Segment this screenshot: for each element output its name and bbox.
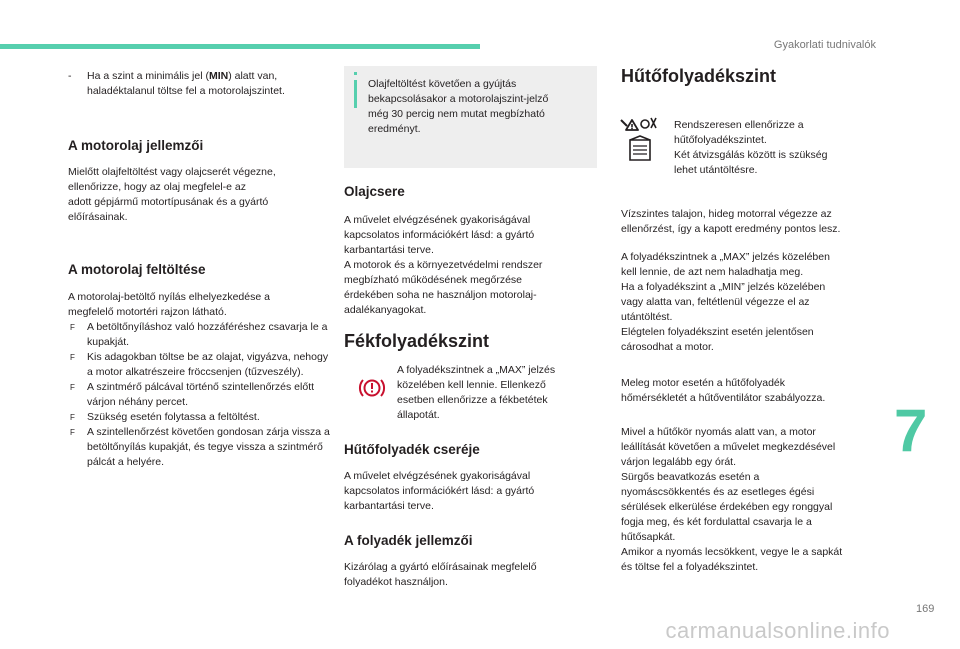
section-title: Gyakorlati tudnivalók bbox=[773, 39, 876, 51]
coolant-heading: Hűtőfolyadékszint bbox=[621, 66, 777, 86]
min-text-bold: MIN bbox=[208, 70, 229, 82]
brake-section bbox=[344, 331, 604, 352]
oil-spec-body: Mielőtt olajfeltöltést vagy olajcserét végezne, ellenőrizze, hogy az olaj megfelel-e az adott gépjármű motortípusának és a gyártó előírásainak. bbox=[68, 166, 276, 223]
list-item: F A szintmérő pálcával történő szintellenőrzés előtt várjon néhány percet. bbox=[68, 380, 333, 410]
coolant-section bbox=[621, 66, 891, 87]
coolant-p1-wrap bbox=[621, 207, 891, 237]
oil-spec-heading: A motorolaj jellemzői bbox=[68, 138, 204, 153]
coolant-paragraph: Meleg motor esetén a hűtőfolyadék hőmérsékletét a hűtőventilátor szabályozza. bbox=[621, 377, 826, 404]
coolant-p4-wrap bbox=[621, 425, 891, 575]
oil-fill-intro: A motorolaj-betöltő nyílás elhelyezkedése a megfelelő motortéri rajzon látható. bbox=[68, 291, 270, 318]
watermark: carmanualsonline.info bbox=[665, 618, 890, 643]
oil-change-body-wrap bbox=[344, 213, 604, 318]
dash-marker: - bbox=[68, 70, 72, 82]
info-icon bbox=[354, 80, 357, 108]
page-number: 169 bbox=[916, 603, 935, 615]
list-item: F Szükség esetén folytassa a feltöltést. bbox=[68, 410, 333, 425]
header-accent-bar bbox=[0, 44, 480, 49]
min-level-text bbox=[87, 69, 332, 99]
coolant-p3-wrap bbox=[621, 376, 891, 406]
list-item: F Kis adagokban töltse be az olajat, vigyázva, nehogy a motor alkatrészeire fröccsenjen (tűzveszély). bbox=[68, 350, 333, 380]
coolant-change-body: A művelet elvégzésének gyakoriságával kapcsolatos információkért lásd: a gyártó karbantartási terve. bbox=[344, 470, 535, 512]
min-text-before: Ha a szint a minimális jel ( bbox=[87, 70, 209, 82]
brake-warning-icon bbox=[358, 374, 386, 402]
coolant-paragraph: Mivel a hűtőkör nyomás alatt van, a motor leállítását követően a művelet megkezdésével várjon legalább egy órát. Sürgős beavatkozás esetén a nyomáscsökkentés és az esetleges égési sérülések elkerülése érdekében egy ronggyal fogja meg, és két fordulattal csavarja le a hűtősapkát. Amikor a nyomás lecsökkent, vegye le a sapkát és töltse fel a folyadékszintet. bbox=[621, 426, 843, 573]
fluid-spec-body-wrap bbox=[344, 560, 604, 590]
oil-fill-section bbox=[68, 262, 333, 277]
oil-fill-steps bbox=[68, 320, 333, 470]
oil-fill-body-wrap bbox=[68, 290, 333, 470]
coolant-change-body-wrap bbox=[344, 469, 604, 514]
fluid-spec-heading: A folyadék jellemzői bbox=[344, 533, 473, 548]
oil-spec-section bbox=[68, 138, 333, 153]
oil-change-body: A művelet elvégzésének gyakoriságával kapcsolatos információkért lásd: a gyártó karbantartási terve. A motorok és a környezetvédelmi rendszer megbízható működésének megőrzése érdekében soha ne használjon motorolaj- adalékanyagokat. bbox=[344, 214, 543, 316]
coolant-paragraph: Vízszintes talajon, hideg motorral végezze az ellenőrzést, így a kapott eredmény pontos lesz. bbox=[621, 208, 841, 235]
chapter-number: 7 bbox=[894, 397, 928, 464]
oil-spec-body-wrap bbox=[68, 165, 333, 225]
fluid-spec-body: Kizárólag a gyártó előírásainak megfelelő folyadékot használjon. bbox=[344, 561, 537, 588]
coolant-paragraph: A folyadékszintnek a „MAX” jelzés közelében kell lennie, de azt nem haladhatja meg. Ha a folyadékszint a „MIN” jelzés közelében vagy alatta van, feltétlenül végezze el az utántöltést. Elégtelen folyadékszint esetén jelentősen cárosodhat a motor. bbox=[621, 251, 830, 353]
coolant-warning-text: Rendszeresen ellenőrizze a hűtőfolyadékszintet. Két átvizsgálás között is szükség lehet utántöltésre. bbox=[674, 119, 828, 176]
coolant-change-heading: Hűtőfolyadék cseréje bbox=[344, 442, 480, 457]
list-item: F A betöltőnyíláshoz való hozzáféréshez csavarja le a kupakját. bbox=[68, 320, 333, 350]
coolant-change-section bbox=[344, 442, 604, 457]
list-item: F A szintellenőrzést követően gondosan zárja vissza a betöltőnyílás kupakját, és tegye vissza a szintmérő pálcát a helyére. bbox=[68, 425, 333, 470]
oil-fill-heading: A motorolaj feltöltése bbox=[68, 262, 206, 277]
info-box bbox=[344, 66, 597, 168]
coolant-warning-icon bbox=[618, 116, 658, 164]
info-icon-dot bbox=[354, 72, 357, 75]
brake-body-wrap bbox=[397, 363, 597, 423]
oil-change-section bbox=[344, 184, 604, 199]
info-text: Olajfeltöltést követően a gyújtás bekapcsolásakor a motorolajszint-jelző még 30 percig nem mutat megbízható eredményt. bbox=[368, 78, 549, 135]
brake-heading: Fékfolyadékszint bbox=[344, 331, 490, 351]
fluid-spec-section bbox=[344, 533, 604, 548]
min-text-after: ) alatt van, haladéktalanul töltse fel a motorolajszintet. bbox=[87, 70, 285, 97]
coolant-warning-wrap bbox=[674, 118, 884, 178]
brake-body: A folyadékszintnek a „MAX” jelzés közelében kell lennie. Ellenkező esetben ellenőrizze a fékbetétek állapotát. bbox=[397, 364, 556, 421]
oil-change-heading: Olajcsere bbox=[344, 184, 405, 199]
coolant-p2-wrap bbox=[621, 250, 891, 355]
